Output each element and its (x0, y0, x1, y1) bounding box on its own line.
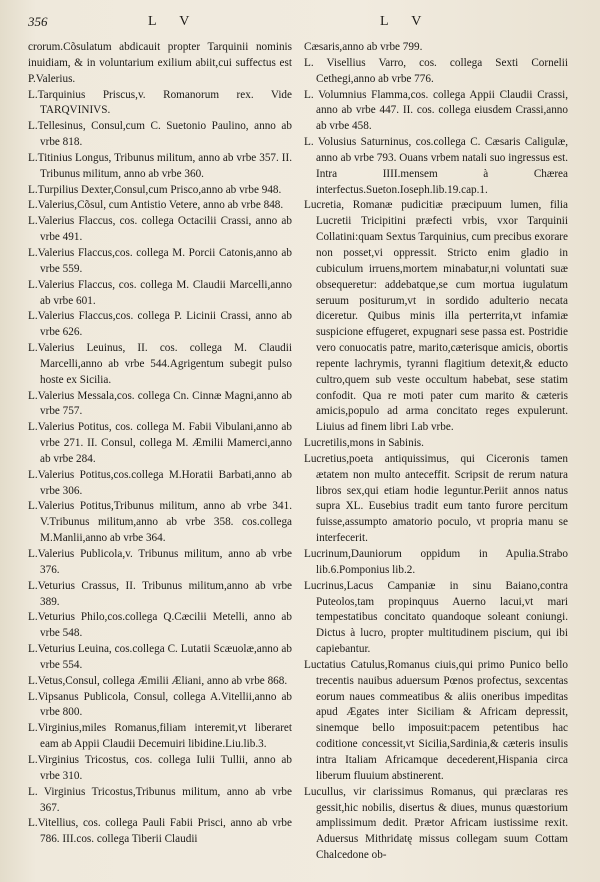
dictionary-entry: L.Valerius Messala,cos. collega Cn. Cinnæ Magni,anno ab vrbe 757. (28, 389, 292, 418)
dictionary-entry: L.Valerius Potitus,cos.collega M.Horatii Barbati,anno ab vrbe 306. (28, 468, 292, 497)
dictionary-entry: L.Tarquinius Priscus,v. Romanorum rex. Vide TARQVINIVS. (28, 88, 292, 117)
dictionary-entry: L.Virginius,miles Romanus,filiam interemit,vt liberaret eam ab Appii Claudii Decemuiri libidine.Liu.lib.3. (28, 722, 292, 751)
dictionary-entry: crorum.Cõsulatum abdicauit propter Tarquinii nominis inuidiam, & in voluntarium exilium abiit,cui suffectus est P.Valerius. (28, 41, 292, 85)
dictionary-entry: L.Valerius Flaccus,cos. collega M. Porcii Catonis,anno ab vrbe 559. (28, 246, 292, 275)
dictionary-entry: L.Valerius,Cõsul, cum Antistio Vetere, anno ab vrbe 848. (28, 199, 284, 212)
running-header (0, 14, 600, 38)
dictionary-entry: L.Valerius Flaccus, cos. collega Octacilii Crassi, anno ab vrbe 491. (28, 215, 292, 244)
dictionary-entry: Lucrinus,Lacus Campaniæ in sinu Baiano,contra Puteolos,tam propinquus Auerno lacui,vt mari tempestatibus concitato quandoque soleant coniungi. Dictus à lucro, propter multitudinem piscium, qui ibi capiebantur. (304, 579, 568, 656)
dictionary-entry: L. Volusius Saturninus, cos.collega C. Cæsaris Caligulæ, anno ab vrbe 793. Ouans vrbem natali suo ingressus est. Intra IIII.mensem à Chærea interfectus.Sueton.Ioseph.lib.19.cap.1. (304, 136, 568, 196)
page-number: 356 (28, 14, 48, 29)
dictionary-entry: L.Valerius Flaccus,cos. collega P. Licinii Crassi, anno ab vrbe 626. (28, 310, 292, 339)
dictionary-entry: L. Volumnius Flamma,cos. collega Appii Claudii Crassi, anno ab vrbe 447. II. cos. collega eiusdem Crassi,anno ab vrbe 458. (304, 88, 568, 133)
dictionary-entry: L.Veturius Philo,cos.collega Q.Cæcilii Metelli, anno ab vrbe 548. (28, 611, 292, 640)
dictionary-entry: L.Valerius Publicola,v. Tribunus militum, anno ab vrbe 376. (28, 548, 292, 576)
dictionary-entry: Lucretilis,mons in Sabinis. (304, 437, 424, 450)
left-running-letters: L V (148, 14, 200, 29)
dictionary-entry: L.Virginius Tricostus, cos. collega Iulii Tullii, anno ab vrbe 310. (28, 753, 292, 782)
dictionary-entry: L.Vipsanus Publicola, Consul, collega A.Vitellii,anno ab vrbe 800. (28, 690, 292, 719)
dictionary-entry: L.Valerius Potitus,Tribunus militum, anno ab vrbe 341. V.Tribunus militum,anno ab vrbe 358. cos.collega M.Manlii,anno ab vrbe 364. (28, 500, 292, 545)
dictionary-entry: L. Visellius Varro, cos. collega Sexti Cornelii Cethegi,anno ab vrbe 776. (304, 56, 568, 85)
dictionary-entry: L.Turpilius Dexter,Consul,cum Prisco,anno ab vrbe 948. (28, 183, 282, 196)
left-column (28, 40, 292, 848)
dictionary-entry: L. Virginius Tricostus,Tribunus militum, anno ab vrbe 367. (28, 785, 292, 814)
dictionary-entry: L.Valerius Flaccus, cos. collega M. Claudii Marcelli,anno ab vrbe 601. (28, 278, 292, 307)
dictionary-entry: Lucrinum,Dauniorum oppidum in Apulia.Strabo lib.6.Pomponius lib.2. (304, 548, 568, 576)
dictionary-entry: Cæsaris,anno ab vrbe 799. (304, 41, 423, 53)
dictionary-entry: Lucretia, Romanæ pudicitiæ præcipuum lumen, filia Lucretii Tricipitini præfecti vrbis, vxor Tarquinii Collatini:quam Sextus Tarquinius, cum precibus exorare non posset,vi oppressit. Stricto enim gladio in cubiculum irruens,mortem minabatur,ni voluntati suæ obsequeretur: addebatque,se cum mortua iugulatum seruum positurum,vt in sordido adulterio necata diceretur. Quibus minis illa perterrita,vt infamiæ suspicione effugeret, expugnari sese passa est. Postridie vero conuocatis patre, marito,cæterisque amicis, obortis repente lachrymis, tyranni flagitium detexit,& educto cultro,quem sub veste occultum habebat, sese statim confodit. Qua re moti pater cum marito & cæteris amicis,populo ad arma concitato reges expulerunt. Liuius ad finem libri I.ab vrbe. (304, 199, 568, 434)
dictionary-entry: L.Vitellius, cos. collega Pauli Fabii Prisci, anno ab vrbe 786. III.cos. collega Tiberii Claudii (28, 817, 292, 846)
dictionary-entry: L.Valerius Potitus, cos. collega M. Fabii Vibulani,anno ab vrbe 271. II. Consul, collega M. Æmilii Mamerci,anno ab vrbe 284. (28, 421, 292, 465)
dictionary-entry: L.Veturius Leuina, cos.collega C. Lutatii Scæuolæ,anno ab vrbe 554. (28, 643, 292, 671)
dictionary-entry: L.Titinius Longus, Tribunus militum, anno ab vrbe 357. II. Tribunus militum, anno ab vrbe 360. (28, 151, 292, 180)
dictionary-entry: Lucullus, vir clarissimus Romanus, qui præclaras res gessit,hic nobilis, disertus & diues, munus quæstorium amplissimum dedit. Prætor Africam iustissime rexit. Aduersus Mithridatę missus collegam suum Cottam Chalcedone ob- (304, 785, 568, 862)
dictionary-entry: L.Veturius Crassus, II. Tribunus militum,anno ab vrbe 389. (28, 579, 292, 608)
dictionary-entry: Luctatius Catulus,Romanus ciuis,qui primo Punico bello trecentis nauibus aduersum Pœnos profectus, sexcentas eorum naues commeatibus & aliis oneribus impeditas apud Ægates inter Siciliam & Africam depressit, sinemque bello imposuit:pacem petentibus hac coditione concessit,vt Sicilia,Sardinia,& cæteris insulis intra Italiam Africamque decederent,Hispania circa liberum fluuium abstinerent. (304, 658, 568, 782)
right-running-letters: L V (380, 14, 432, 29)
dictionary-entry: L.Tellesinus, Consul,cum C. Suetonio Paulino, anno ab vrbe 818. (28, 120, 292, 149)
dictionary-entry: Lucretius,poeta antiquissimus, qui Ciceronis tamen ætatem non multo anteceffit. Scripsit de rerum natura libros sex,qui etiam hodie leguntur.Periit annos natus supra XL. Eusebius tradit eum tanto furore percitum fuisse,assumpto amatorio poculo, vt propria manu se interfecerit. (304, 452, 568, 545)
dictionary-entry: L.Valerius Leuinus, II. cos. collega M. Claudii Marcelli,anno ab vrbe 544.Agrigentum subegit pulso hoste ex Sicilia. (28, 342, 292, 386)
right-column (304, 40, 568, 864)
dictionary-entry: L.Vetus,Consul, collega Æmilii Æliani, anno ab vrbe 868. (28, 674, 288, 687)
